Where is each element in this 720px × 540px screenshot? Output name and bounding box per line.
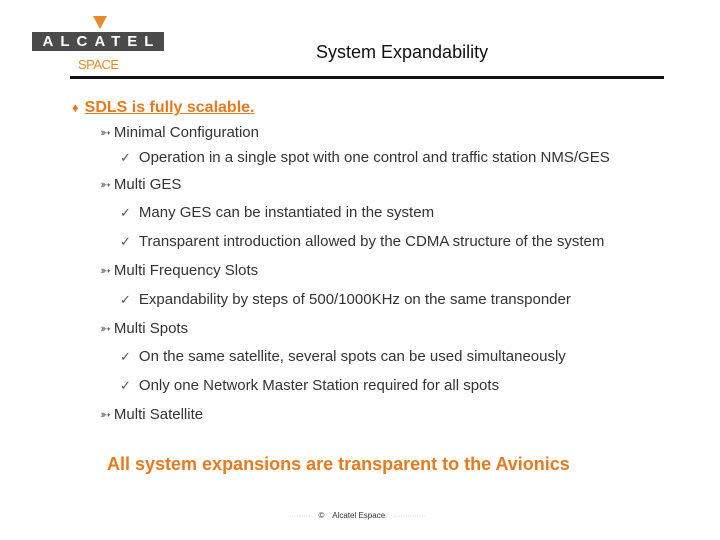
section-minimal-config (100, 124, 259, 141)
item-text: Transparent introduction allowed by the CDMA structure of the system (138, 233, 605, 250)
arrow-bullet-icon: ➳ (100, 321, 111, 336)
arrow-bullet-icon: ➳ (100, 177, 111, 192)
section-multi-spots (100, 320, 188, 337)
footer (287, 511, 432, 520)
section-label: Multi Spots (113, 320, 189, 337)
section-multi-ges (100, 176, 181, 193)
section-label: Minimal Configuration (113, 124, 259, 141)
item-text: Operation in a single spot with one control and traffic station NMS/GES (138, 149, 610, 166)
alcatel-logo (32, 16, 164, 76)
title-divider (70, 76, 664, 79)
logo-wordmark: ALCATEL (32, 32, 164, 51)
checkmark-icon: ✓ (120, 378, 131, 393)
list-item (120, 348, 566, 365)
checkmark-icon: ✓ (120, 234, 131, 249)
item-text: Many GES can be instantiated in the system (138, 204, 435, 221)
logo-subtitle: SPACE (78, 57, 119, 72)
list-item (120, 204, 434, 221)
checkmark-icon: ✓ (120, 205, 131, 220)
item-text: On the same satellite, several spots can be used simultaneously (138, 348, 566, 365)
section-multi-satellite (100, 406, 203, 423)
item-text: Only one Network Master Station required for all spots (138, 377, 500, 394)
list-item (120, 149, 610, 166)
section-label: Multi GES (113, 176, 182, 193)
checkmark-icon: ✓ (120, 292, 131, 307)
logo-triangle-icon (93, 16, 107, 29)
checkmark-icon: ✓ (120, 349, 131, 364)
section-label: Multi Frequency Slots (113, 262, 259, 279)
section-label: Multi Satellite (113, 406, 204, 423)
checkmark-icon: ✓ (120, 150, 131, 165)
section-multi-frequency (100, 262, 258, 279)
slide-title: System Expandability (316, 42, 489, 62)
list-item (120, 233, 604, 250)
arrow-bullet-icon: ➳ (100, 263, 111, 278)
list-item (120, 377, 499, 394)
headline-text: SDLS is fully scalable. (84, 99, 255, 116)
footer-left: ·········· (287, 513, 311, 520)
headline-bullet (72, 99, 254, 117)
footer-company: Alcatel Espace (332, 511, 386, 520)
arrow-bullet-icon: ➳ (100, 407, 111, 422)
item-text: Expandability by steps of 500/1000KHz on the same transponder (138, 291, 571, 308)
footer-right: ·············· (393, 513, 427, 520)
arrow-bullet-icon: ➳ (100, 125, 111, 140)
list-item (120, 291, 571, 308)
copyright-symbol: © (318, 511, 325, 520)
conclusion-text: All system expansions are transparent to the Avionics (107, 454, 570, 474)
diamond-bullet-icon: ♦ (72, 100, 79, 115)
